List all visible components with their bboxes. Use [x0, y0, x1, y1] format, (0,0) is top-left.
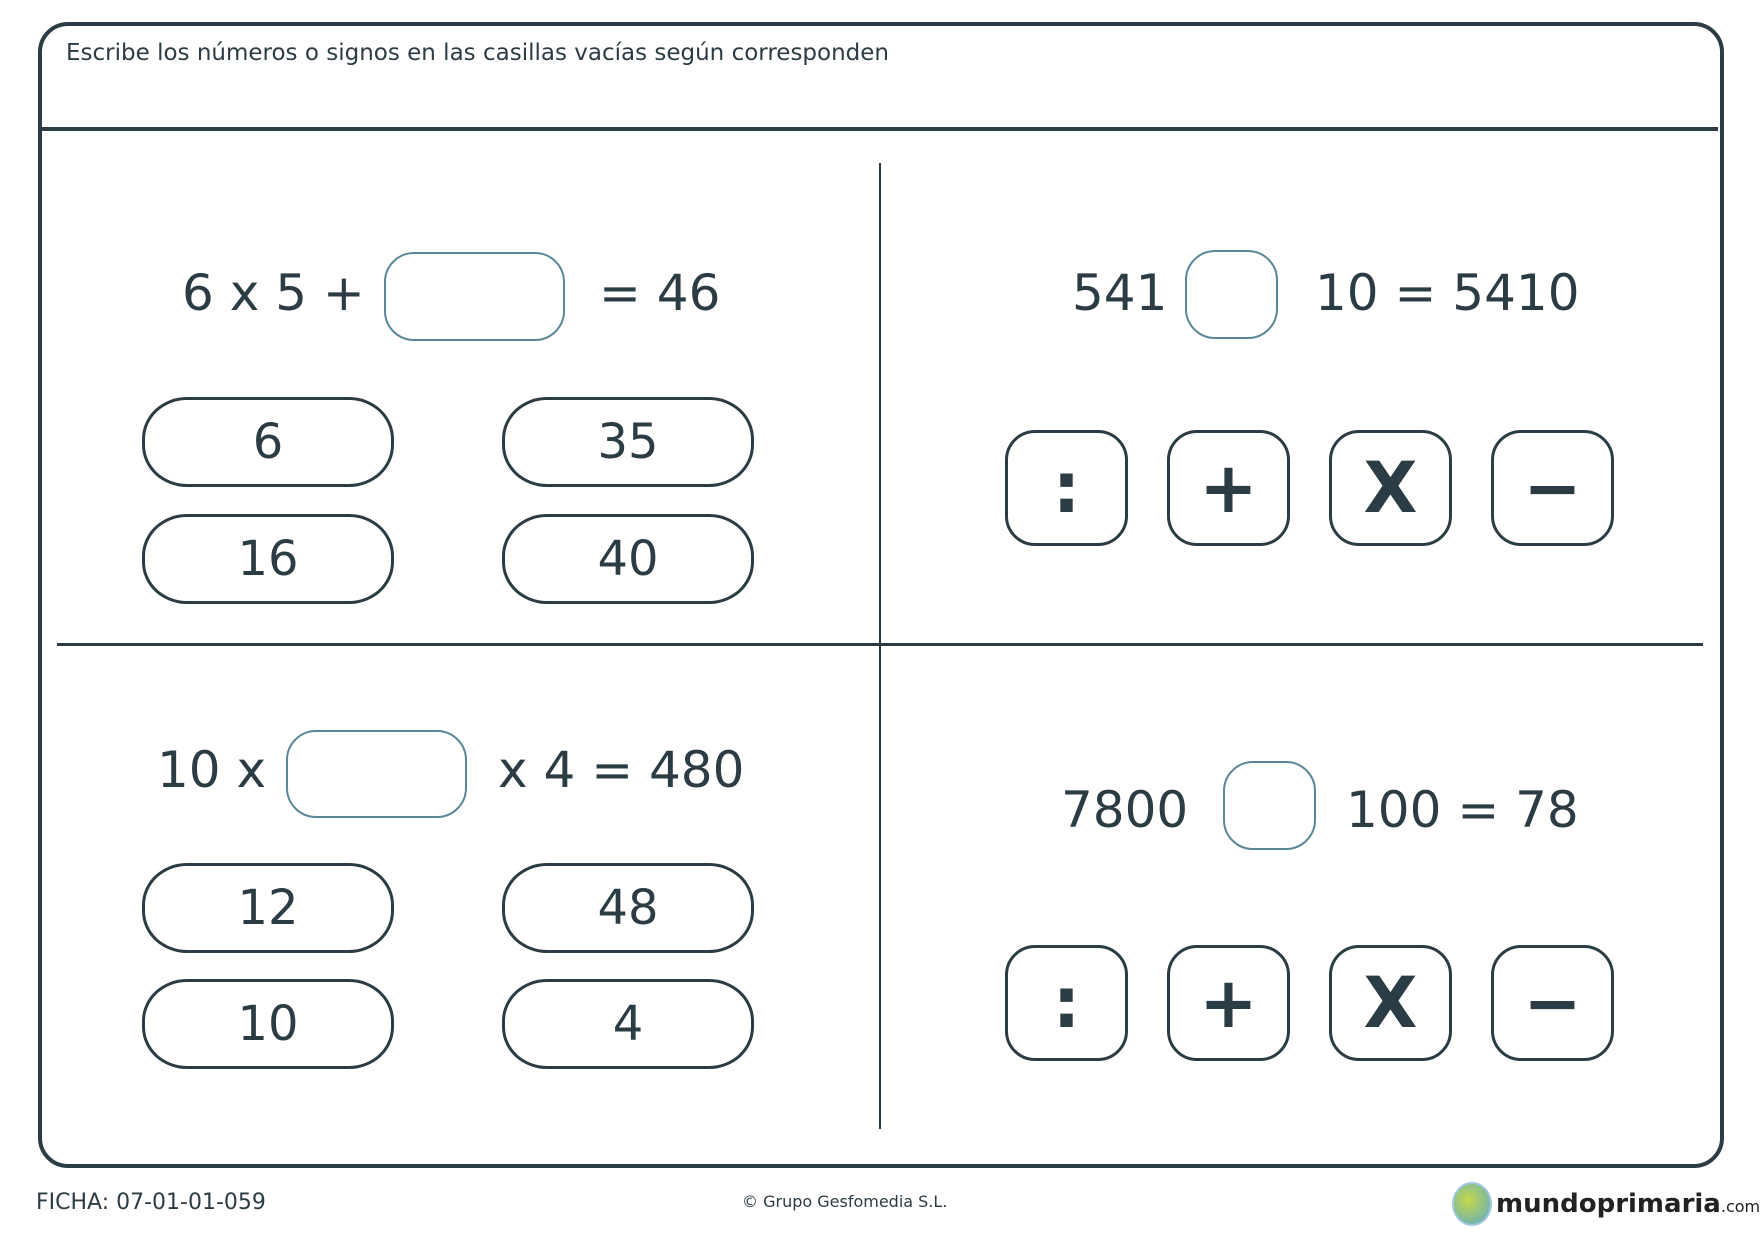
option-button[interactable]: 35: [502, 397, 754, 487]
answer-box[interactable]: [1223, 761, 1316, 850]
copyright: © Grupo Gesfomedia S.L.: [742, 1192, 948, 1211]
logo-text: mundoprimaria: [1496, 1189, 1721, 1219]
equation-right: 10 = 5410: [1315, 264, 1580, 322]
equation-right: 100 = 78: [1346, 781, 1579, 839]
vertical-divider: [879, 163, 881, 1129]
plus-sign-button[interactable]: +: [1167, 430, 1290, 546]
option-button[interactable]: 10: [142, 979, 394, 1069]
option-button[interactable]: 4: [502, 979, 754, 1069]
divide-sign-button[interactable]: :: [1005, 945, 1128, 1061]
option-button[interactable]: 48: [502, 863, 754, 953]
instruction-text: Escribe los números o signos en las casillas vacías según corresponden: [66, 40, 890, 66]
equation-left: 7800: [1061, 781, 1189, 839]
answer-box[interactable]: [1185, 250, 1278, 339]
mundoprimaria-logo: [1452, 1182, 1760, 1226]
equation-left: 10 x: [157, 741, 267, 799]
equation-right: = 46: [599, 264, 721, 322]
worksheet-code: FICHA: 07-01-01-059: [36, 1190, 266, 1215]
equation-left: 541: [1072, 264, 1168, 322]
plus-sign-button[interactable]: +: [1167, 945, 1290, 1061]
option-button[interactable]: 6: [142, 397, 394, 487]
option-button[interactable]: 40: [502, 514, 754, 604]
logo-suffix: .com: [1720, 1197, 1760, 1216]
answer-box[interactable]: [384, 252, 565, 341]
horizontal-divider: [57, 643, 1703, 646]
divide-sign-button[interactable]: :: [1005, 430, 1128, 546]
answer-box[interactable]: [286, 730, 467, 818]
multiply-sign-button[interactable]: X: [1329, 945, 1452, 1061]
equation-right: x 4 = 480: [498, 741, 745, 799]
minus-sign-button[interactable]: −: [1491, 945, 1614, 1061]
multiply-sign-button[interactable]: X: [1329, 430, 1452, 546]
globe-icon: [1452, 1182, 1492, 1226]
header-divider: [40, 127, 1718, 131]
equation-left: 6 x 5 +: [182, 264, 365, 322]
option-button[interactable]: 16: [142, 514, 394, 604]
option-button[interactable]: 12: [142, 863, 394, 953]
minus-sign-button[interactable]: −: [1491, 430, 1614, 546]
